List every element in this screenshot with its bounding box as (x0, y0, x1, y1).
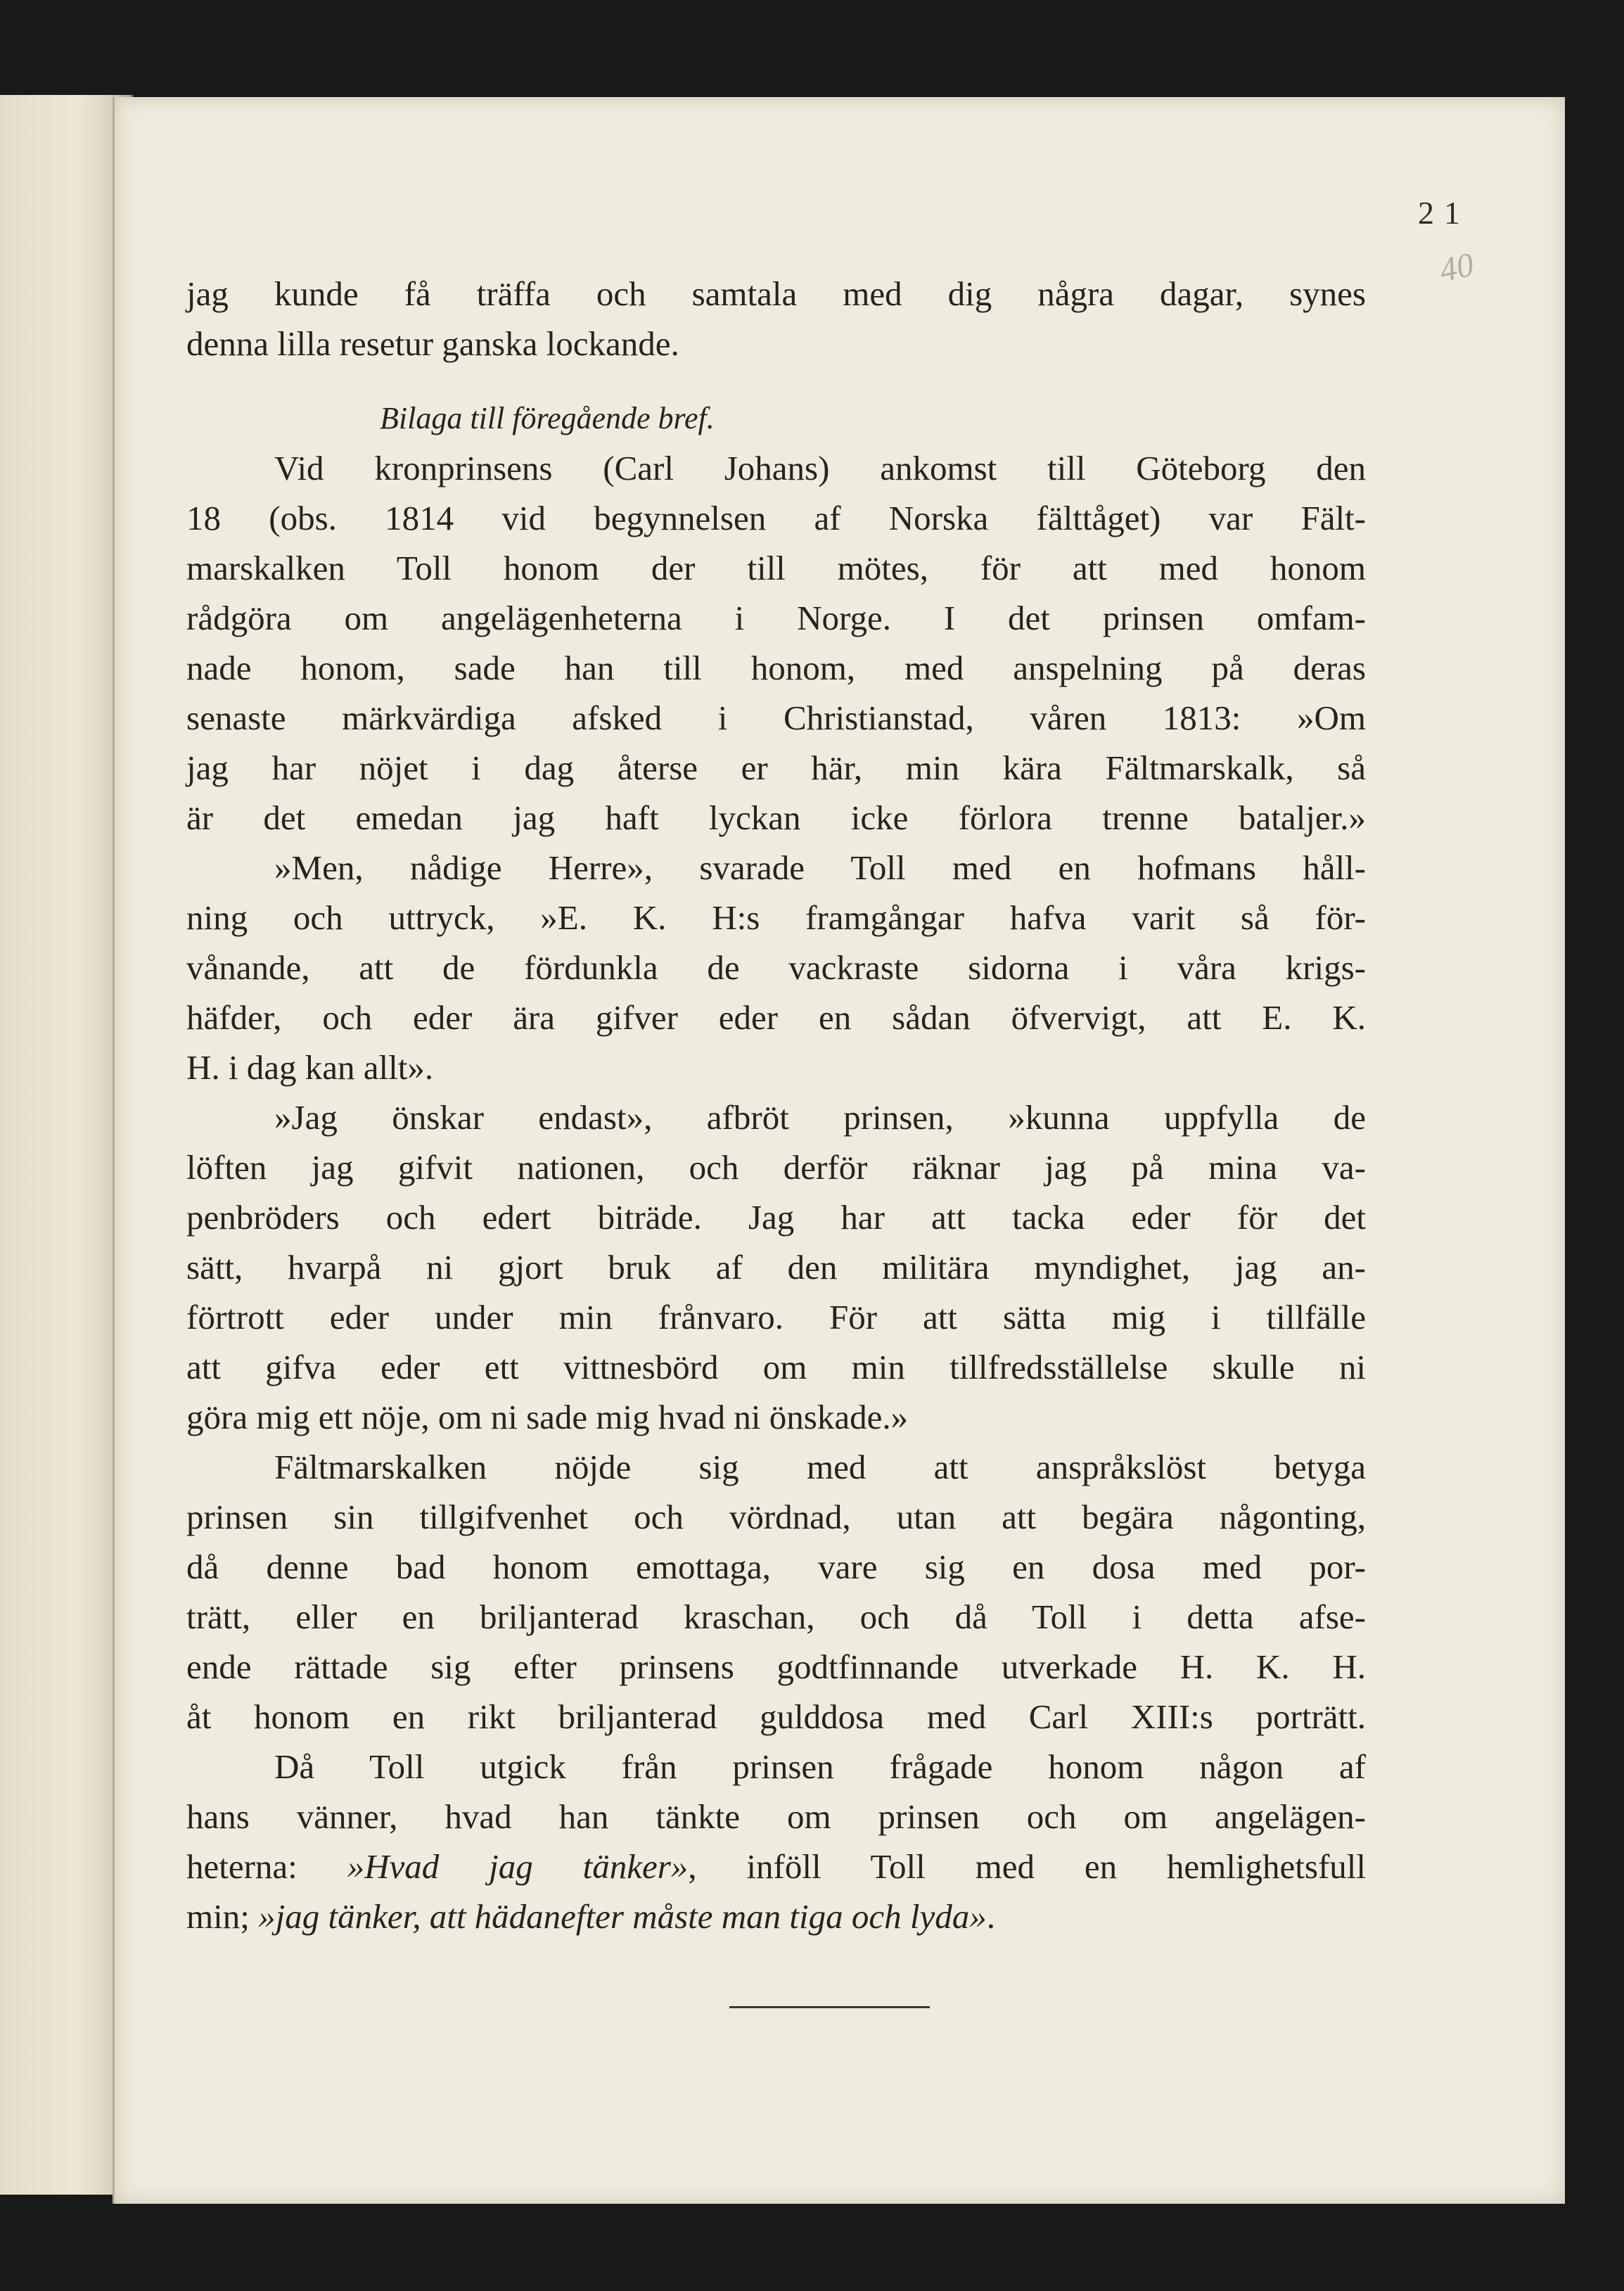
text-line: ning och uttryck, »E. K. H:s framgångar hafva varit så för- (186, 898, 1366, 937)
text-line: Då Toll utgick från prinsen frågade honom någon af (274, 1747, 1366, 1786)
text-line: jag har nöjet i dag återse er här, min kära Fältmarskalk, så (186, 748, 1366, 787)
text-line: prinsen sin tillgifvenhet och vördnad, utan att begära någonting, (186, 1498, 1366, 1536)
text-run: min; (186, 1897, 259, 1936)
appendix-heading: Bilaga till föregående bref. (380, 401, 715, 435)
section-end-rule (729, 2006, 930, 2008)
text-line: nade honom, sade han till honom, med anspelning på deras (186, 649, 1366, 687)
text-line: förtrott eder under min frånvaro. För att sätta mig i tillfälle (186, 1298, 1366, 1336)
text-run: , inföll Toll med en hemlighetsfull (688, 1847, 1367, 1886)
text-line: senaste märkvärdiga afsked i Christianstad, våren 1813: »Om (186, 698, 1366, 737)
text-line: åt honom en rikt briljanterad gulddosa med Carl XIII:s porträtt. (186, 1697, 1366, 1736)
text-line: då denne bad honom emottaga, vare sig en dosa med por- (186, 1547, 1366, 1586)
text-line: Vid kronprinsens (Carl Johans) ankomst till Göteborg den (274, 449, 1366, 487)
text-line: häfder, och eder ära gifver eder en sådan öfvervigt, att E. K. (186, 998, 1366, 1037)
text-line: 18 (obs. 1814 vid begynnelsen af Norska fälttåget) var Fält- (186, 499, 1366, 537)
text-line: göra mig ett nöje, om ni sade mig hvad ni önskade.» (186, 1398, 909, 1436)
text-line: att gifva eder ett vittnesbörd om min tillfredsställelse skulle ni (186, 1348, 1366, 1386)
text-line: hans vänner, hvad han tänkte om prinsen och om angelägen- (186, 1797, 1366, 1836)
text-line: är det emedan jag haft lyckan icke förlora trenne bataljer.» (186, 798, 1366, 837)
text-line (186, 1842, 1366, 1891)
text-line: ende rättade sig efter prinsens godtfinnande utverkade H. K. H. (186, 1647, 1366, 1686)
text-line: vånande, att de fördunkla de vackraste sidorna i våra krigs- (186, 948, 1366, 987)
pencil-margin-note: 40 (1436, 245, 1477, 290)
text-line: rådgöra om angelägenheterna i Norge. I det prinsen omfam- (186, 599, 1366, 637)
page-number: 21 (1418, 195, 1470, 231)
text-line: trätt, eller en briljanterad kraschan, och då Toll i detta afse- (186, 1597, 1366, 1636)
text-run: . (986, 1897, 996, 1936)
page-body-text (186, 269, 1366, 1941)
text-line: H. i dag kan allt». (186, 1048, 434, 1087)
text-line: Fältmarskalken nöjde sig med att anspråkslöst betyga (274, 1448, 1366, 1486)
text-line (186, 1891, 1366, 1941)
italic-quote: »jag tänker, att hädanefter måste man tiga och lyda» (258, 1897, 987, 1936)
text-line: sätt, hvarpå ni gjort bruk af den militära myndighet, jag an- (186, 1248, 1366, 1287)
text-run: heterna: (186, 1847, 347, 1886)
text-line: denna lilla resetur ganska lockande. (186, 324, 679, 363)
text-line: löften jag gifvit nationen, och derför räknar jag på mina va- (186, 1148, 1366, 1187)
text-line: penbröders och edert biträde. Jag har att tacka eder för det (186, 1198, 1366, 1237)
italic-quote: »Hvad jag tänker» (347, 1847, 689, 1886)
text-line: jag kunde få träffa och samtala med dig några dagar, synes (186, 274, 1366, 313)
text-line: marskalken Toll honom der till mötes, för att med honom (186, 549, 1366, 587)
text-line: »Men, nådige Herre», svarade Toll med en hofmans håll- (274, 848, 1366, 887)
text-line: »Jag önskar endast», afbröt prinsen, »kunna uppfylla de (274, 1098, 1366, 1137)
